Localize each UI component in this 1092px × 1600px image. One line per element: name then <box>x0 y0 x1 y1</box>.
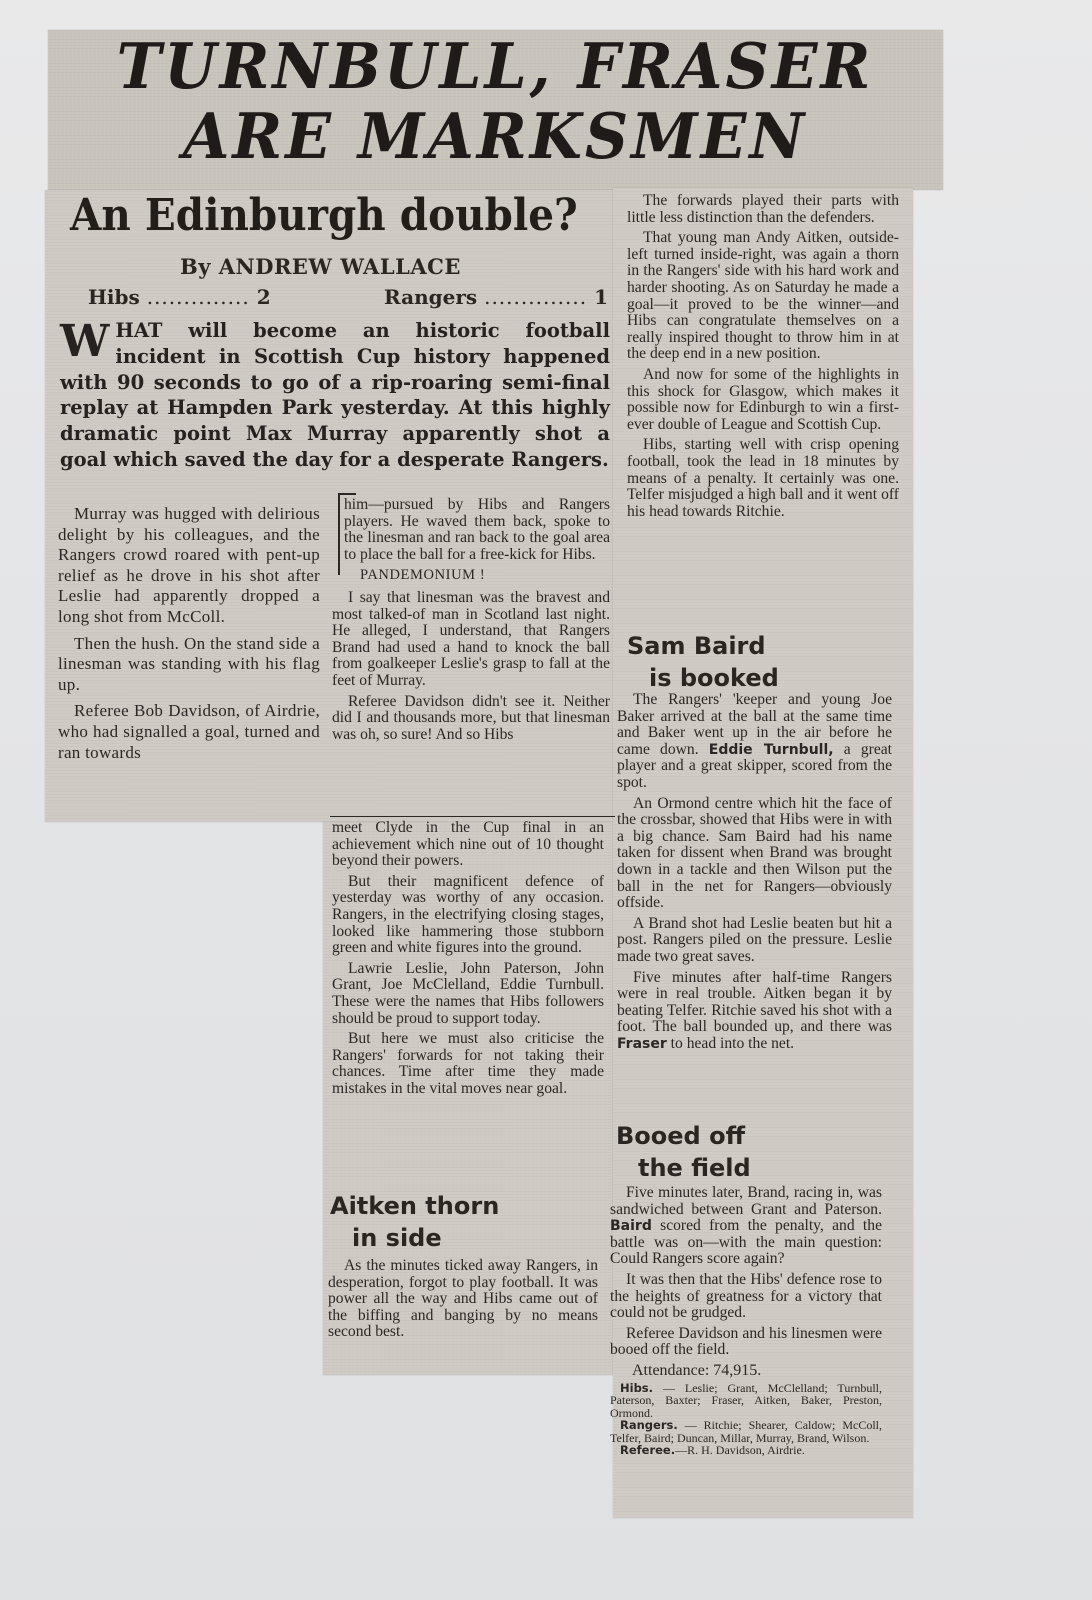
headline-line-1: TURNBULL, FRASER <box>116 30 874 104</box>
heading-line: is booked <box>649 664 779 692</box>
column-2-continued <box>332 820 604 1102</box>
column-2-final <box>328 1258 598 1345</box>
score-away <box>384 285 608 309</box>
team-lineups <box>610 1382 882 1457</box>
section-heading-sam-baird <box>627 630 779 694</box>
section-heading-aitken <box>330 1190 499 1254</box>
paragraph: Referee Davidson and his linesmen were booed off the field. <box>610 1324 882 1359</box>
column-3 <box>627 193 899 524</box>
paragraph: But here we must also criticise the Rangers' forwards for not taking their chances. Time after time they made mistakes in the vital moves near goal. <box>332 1030 604 1097</box>
drop-cap: W <box>60 316 110 367</box>
text: a great player and a great skipper, scored from the spot. <box>617 740 892 791</box>
lineup-text: — Ritchie; Shearer, Caldow; McColl, Telfer, Baird; Duncan, Millar, Murray, Brand, Wilson. <box>610 1418 882 1445</box>
paragraph <box>617 692 892 792</box>
away-team: Rangers <box>384 285 478 309</box>
paragraph: But their magnificent defence of yesterday was worthy of any occasion. Rangers, in the electrifying closing stages, looked like hammering those stubborn green and white figures into the ground. <box>332 872 604 957</box>
paragraph: Murray was hugged with delirious delight by his colleagues, and the Rangers crowd roared with pent-up relief as he drove in his shot after Leslie had apparently dropped a long shot from McColl. <box>58 504 320 626</box>
paragraph: An Ormond centre which hit the face of the crossbar, showed that Hibs were in with a big chance. Sam Baird had his name taken for dissent when Brand was brought down in a tackle and then Wilson put the ball in the net for Rangers—obviously offside. <box>617 794 892 912</box>
paragraph: That young man Andy Aitken, outside-left turned inside-right, was again a thorn in the Rangers' side with his hard work and harder shooting. As on Saturday he made a goal—it proved to be the winner—and Hibs can congratulate themselves on a really inspired thought to throw him in at the deep end in a new position. <box>627 229 899 363</box>
referee-line <box>610 1444 882 1457</box>
byline: By ANDREW WALLACE <box>180 254 461 279</box>
paragraph: As the minutes ticked away Rangers, in desperation, forgot to play football. It was power all the way and Hibs came out of the biffing and banging by no means second best. <box>328 1257 598 1341</box>
home-score: 2 <box>256 285 271 309</box>
headline-line-2: ARE MARKSMEN <box>182 100 808 174</box>
heading-line: Sam Baird <box>627 632 766 660</box>
paragraph: I say that linesman was the bravest and most talked-of man in Scotland last night. He alleged, I understand, that Rangers Brand had used a hand to knock the ball from goalkeeper Leslie's grasp to fall at the feet of Murray. <box>332 588 610 689</box>
team-label: Hibs. <box>620 1380 654 1395</box>
heading-line: Booed off <box>616 1122 746 1150</box>
paragraph: him—pursued by Hibs and Rangers players. He waved them back, spoke to the linesman and ran back to the goal area to place the ball for a free-kick for Hibs. <box>344 496 610 563</box>
paragraph: Lawrie Leslie, John Paterson, John Grant, Joe McClelland, Eddie Turnbull. These were the names that Hibs followers should be proud to support today. <box>332 959 604 1027</box>
home-dots: .............. <box>146 285 250 309</box>
text: Five minutes later, Brand, racing in, was sandwiched between Grant and Paterson. <box>610 1184 882 1218</box>
lineup-text: — Leslie; Grant, McClelland; Turnbull, Paterson, Baxter; Fraser, Aitken, Baker, Preston, Ormond. <box>610 1380 882 1420</box>
scoreline <box>88 285 608 309</box>
paragraph <box>610 1185 882 1268</box>
heading-line: the field <box>638 1154 751 1182</box>
paragraph: Referee Davidson didn't see it. Neither did I and thousands more, but that linesman was oh, so sure! And so Hibs <box>332 692 610 743</box>
heading-line: in side <box>352 1224 442 1252</box>
column-1 <box>58 504 320 769</box>
away-dots: .............. <box>484 285 588 309</box>
team-label: Rangers. <box>620 1418 678 1433</box>
column-3-bottom <box>610 1185 882 1457</box>
text: The Rangers' 'keeper and young Joe Baker arrived at the ball at the same time and Baker went up in the air before he came down. <box>617 691 892 758</box>
referee-label: Referee. <box>620 1443 676 1458</box>
column-divider-rule <box>330 816 615 817</box>
paragraph: meet Clyde in the Cup final in an achievement which nine out of 10 thought beyond their powers. <box>332 819 604 870</box>
home-team: Hibs <box>88 285 140 309</box>
section-heading-booed-off <box>616 1120 751 1184</box>
intro-paragraph <box>60 318 610 473</box>
away-score: 1 <box>594 285 608 309</box>
player-name-bold: Baird <box>610 1218 652 1235</box>
crosshead: PANDEMONIUM ! <box>360 567 486 584</box>
rangers-lineup <box>610 1419 882 1444</box>
attendance: Attendance: 74,915. <box>632 1361 762 1379</box>
player-name-bold: Fraser <box>617 1035 667 1052</box>
paragraph: The forwards played their parts with little less distinction than the defenders. <box>627 192 899 226</box>
paragraph: A Brand shot had Leslie beaten but hit a post. Rangers piled on the pressure. Leslie made two great saves. <box>617 914 892 965</box>
paragraph <box>617 970 892 1053</box>
paragraph: Referee Bob Davidson, of Airdrie, who had signalled a goal, turned and ran towards <box>58 701 320 762</box>
hibs-lineup <box>610 1382 882 1420</box>
subheadline: An Edinburgh double? <box>70 190 578 241</box>
column-2 <box>332 497 610 747</box>
paragraph: It was then that the Hibs' defence rose to the heights of greatness for a victory that could not be grudged. <box>610 1270 882 1322</box>
player-name-bold: Eddie Turnbull, <box>708 741 834 758</box>
text: Five minutes after half-time Rangers were in real trouble. Aitken began it by beating Telfer. Ritchie saved his shot with a foot. The ball bounded up, and there was <box>617 968 892 1036</box>
referee-name: —R. H. Davidson, Airdrie. <box>675 1443 805 1458</box>
column-3-middle <box>617 692 892 1056</box>
paragraph: Hibs, starting well with crisp opening football, took the lead in 18 minutes by means of a penalty. It certainly was one. Telfer misjudged a high ball and it went off his head towards Ritchie. <box>627 436 899 520</box>
text: to head into the net. <box>666 1034 795 1052</box>
paragraph: Then the hush. On the stand side a linesman was standing with his flag up. <box>58 633 320 694</box>
heading-line: Aitken thorn <box>330 1192 500 1220</box>
paragraph: And now for some of the highlights in this shock for Glasgow, which makes it possible now for Edinburgh to win a first-ever double of League and Scottish Cup. <box>627 365 899 433</box>
intro-text: HAT will become an historic football incident in Scottish Cup history happened with 90 seconds to go of a rip-roaring semi-final replay at Hampden Park yesterday. At this highly dramatic point Max Murray apparently shot a goal which saved the day for a desperate Rangers. <box>60 319 610 471</box>
text: scored from the penalty, and the battle was on—with the main question: Could Rangers score again? <box>610 1217 882 1268</box>
score-home <box>88 285 271 309</box>
